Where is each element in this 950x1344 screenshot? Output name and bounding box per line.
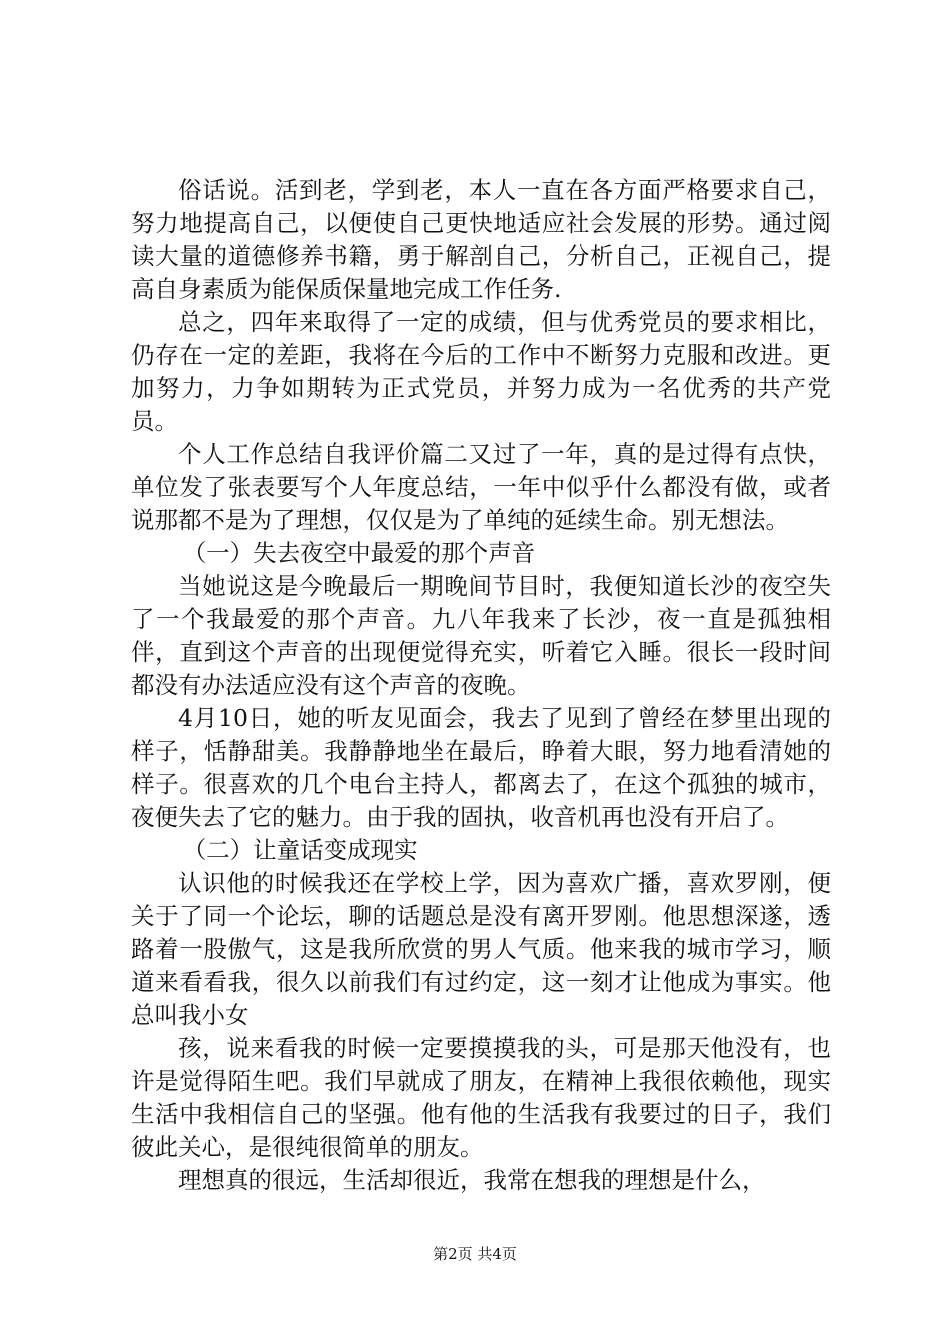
paragraph-ideal: 理想真的很远，生活却很近，我常在想我的理想是什么， (178, 1166, 766, 1194)
page-footer: 第2页 共4页 (433, 1245, 517, 1263)
paragraph-friend-meeting: 认识他的时候我还在学校上学，因为喜欢广播，喜欢罗刚，便关于了同一个论坛，聊的话题总是没有离开罗刚。他思想深遂，透路着一股傲气，这是我所欣赏的男人气质。他来我的城市学习，顺道来看看我，很久以前我们有过约定，这一刻才让他成为事实。他总叫我小女 (131, 869, 831, 1029)
paragraph-friendship: 孩，说来看我的时候一定要摸摸我的头，可是那天他没有，也许是觉得陌生吧。我们早就成了朋友，在精神上我很依赖他，现实生活中我相信自己的坚强。他有他的生活我有我要过的日子，我们彼此关心，是很纯很简单的朋友。 (131, 1034, 831, 1161)
section-heading-1: （一）失去夜空中最爱的那个声音 (182, 539, 536, 567)
paragraph-self-improvement: 俗话说。活到老，学到老，本人一直在各方面严格要求自己，努力地提高自己，以便使自己更快地适应社会发展的形势。通过阅读大量的道德修养书籍，勇于解剖自己，分析自己，正视自己，提高自身素质为能保质保量地完成工作任务. (131, 176, 831, 303)
document-body (131, 174, 831, 1197)
paragraph-night-voice: 当她说这是今晚最后一期晚间节目时，我便知道长沙的夜空失了一个我最爱的那个声音。九八年我来了长沙，夜一直是孤独相伴，直到这个声音的出现便觉得充实，听着它入睡。很长一段时间都没有办法适应没有这个声音的夜晚。 (131, 572, 831, 699)
paragraph-annual-review: 个人工作总结自我评价篇二又过了一年，真的是过得有点快，单位发了张表要写个人年度总结，一年中似乎什么都没有做，或者说那都不是为了理想，仅仅是为了单纯的延续生命。别无想法。 (131, 440, 831, 534)
paragraph-listener-meeting: 4月10日，她的听友见面会，我去了见到了曾经在梦里出现的样子，恬静甜美。我静静地坐在最后，睁着大眼，努力地看清她的样子。很喜欢的几个电台主持人，都离去了，在这个孤独的城市，夜便失去了它的魅力。由于我的固执，收音机再也没有开启了。 (131, 704, 831, 831)
section-heading-2: （二）让童话变成现实 (182, 836, 418, 864)
paragraph-summary: 总之，四年来取得了一定的成绩，但与优秀党员的要求相比，仍存在一定的差距，我将在今后的工作中不断努力克服和改进。更加努力，力争如期转为正式党员，并努力成为一名优秀的共产党员。 (131, 308, 831, 435)
